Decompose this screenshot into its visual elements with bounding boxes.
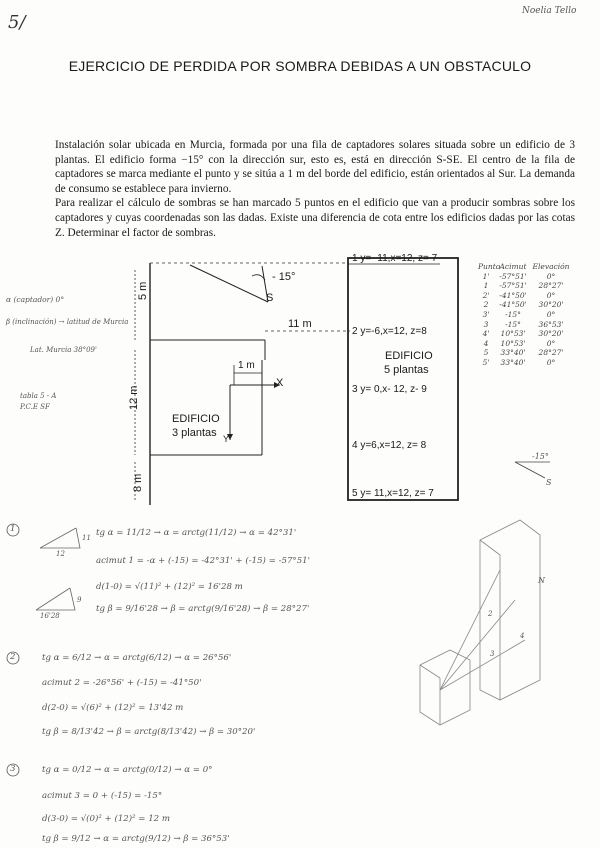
dim-11m-label: 11 m	[288, 318, 312, 330]
table-cell: -57°51'	[499, 271, 527, 281]
table-cell: 2'	[482, 290, 490, 300]
header-elevation: Elevación	[532, 262, 570, 271]
margin-note-inclination: β (inclinación) → latitud de Murcia	[6, 318, 129, 326]
sketch-label-4: 4	[520, 632, 525, 640]
table-cell: 10°53'	[500, 338, 526, 348]
header-point: Punto	[478, 262, 501, 271]
table-header	[478, 262, 570, 272]
table-row	[478, 339, 570, 349]
table-row	[478, 329, 570, 339]
author-signature: Noelia Tello	[522, 6, 577, 16]
table-cell: 1	[483, 281, 489, 291]
table-cell: 0°	[546, 357, 556, 367]
big-building-name: EDIFICIO	[385, 350, 433, 362]
table-row	[478, 272, 570, 282]
fig2-label-c: 16'28	[40, 612, 60, 620]
table-cell: 0°	[546, 338, 556, 348]
table-cell: -41°50'	[499, 290, 527, 300]
margin-note-pce: P.C.E SF	[20, 403, 50, 411]
problem-paragraph-1: Instalación solar ubicada en Murcia, formada por una fila de captadores solares situada sobre un edificio de 3 plantas. El edificio forma −15° con la dirección sur, esto es, está en dirección S-SE. El centro de la fila de captadores se marca mediante el punto y se sitúa a 1 m del borde del edificio, están orientados al Sur. La demanda de consumo se establece para invierno.	[55, 139, 575, 195]
sketch-label-n: N	[538, 576, 545, 585]
small-building-name: EDIFICIO	[172, 413, 220, 425]
calc-p3-line3: d(3-0) = √(0)² + (12)² = 12 m	[42, 814, 171, 824]
table-cell: 10°53'	[500, 329, 526, 339]
dim-8m-label: 8 m	[132, 473, 144, 492]
axis-y-label: Y	[223, 434, 230, 444]
calc-p2-line1: tg α = 6/12 → α = arctg(6/12) → α = 26°56'	[42, 653, 232, 663]
table-cell: 3'	[482, 309, 490, 319]
small-south-label: S	[546, 478, 552, 487]
dim-1m-label: 1 m	[238, 360, 255, 371]
table-cell: 33°40'	[500, 348, 526, 358]
shadow-point-3: 3 y= 0,x- 12, z- 9	[352, 384, 427, 395]
table-cell: 30°20'	[538, 300, 564, 310]
table-cell: 0°	[546, 309, 556, 319]
calc-p1-line2: acimut 1 = -α + (-15) = -42°31' + (-15) = -57°51'	[96, 556, 311, 566]
table-row	[478, 310, 570, 320]
table-cell: 2	[483, 300, 489, 310]
results-table	[478, 262, 570, 368]
table-cell: 28°27'	[538, 348, 564, 358]
calc-p3-line2: acimut 3 = 0 + (-15) = -15°	[42, 791, 163, 801]
table-cell: 0°	[546, 290, 556, 300]
table-cell: 5	[483, 348, 489, 358]
calc-p2-line3: d(2-0) = √(6)² + (12)² = 13'42 m	[42, 703, 184, 713]
header-azimuth: Acimut	[499, 262, 527, 271]
table-cell: 4	[483, 338, 489, 348]
margin-note-table: tabla 5 - A	[20, 392, 57, 400]
page-number-mark: 5/	[8, 12, 26, 33]
problem-paragraph-2: Para realizar el cálculo de sombras se han marcado 5 puntos en el edificio que van a producir sombras sobre los captadores y cuyas coordenadas son las dadas. Existe una diferencia de cota entre los edificios dadas por las cotas Z. Determinar el factor de sombras.	[55, 197, 575, 239]
calc-p3-line1: tg α = 0/12 → α = arctg(0/12) → α = 0°	[42, 765, 213, 775]
table-cell: 36°53'	[538, 319, 564, 329]
table-cell: 28°27'	[538, 281, 564, 291]
table-cell: 4'	[482, 329, 490, 339]
table-cell: -15°	[505, 319, 521, 329]
axis-x-label: X	[276, 377, 284, 389]
table-cell: -57°51'	[499, 281, 527, 291]
margin-note-latitude: Lat. Murcia 38°09'	[30, 346, 97, 354]
angle-label: - 15°	[272, 271, 296, 283]
calc-p1-line1: tg α = 11/12 → α = arctg(11/12) → α = 42°31'	[96, 528, 297, 538]
sketch-label-2: 2	[488, 610, 493, 618]
table-cell: 3	[483, 319, 489, 329]
exercise-title: EJERCICIO DE PERDIDA POR SOMBRA DEBIDAS A UN OBSTACULO	[68, 58, 532, 74]
shadow-point-4: 4 y=6,x=12, z= 8	[352, 440, 427, 451]
table-row	[478, 320, 570, 330]
fig1-label-a: 12	[56, 550, 65, 558]
table-cell: -15°	[505, 309, 521, 319]
table-cell: 0°	[546, 271, 556, 281]
table-cell: 30°20'	[538, 329, 564, 339]
sketch-label-3: 3	[490, 650, 495, 658]
shadow-point-5: 5 y= 11,x=12, z= 7	[352, 488, 434, 499]
table-row	[478, 348, 570, 358]
shadow-point-2: 2 y=-6,x=12, z=8	[352, 326, 427, 337]
dim-5m-label: 5 m	[137, 281, 149, 300]
table-cell: 33°40'	[500, 357, 526, 367]
fig2-label-d: 9	[77, 596, 82, 604]
small-building-floors: 3 plantas	[172, 427, 217, 439]
calc-p1-line4: tg β = 9/16'28 → β = arctg(9/16'28) → β = 28°27'	[96, 604, 310, 614]
dim-12m-label: 12 m	[128, 385, 140, 410]
calc-p3-line4: tg β = 9/12 → α = arctg(9/12) → β = 36°53'	[42, 834, 230, 844]
table-row	[478, 291, 570, 301]
table-row	[478, 300, 570, 310]
calc-p2-line4: tg β = 8/13'42 → β = arctg(8/13'42) → β = 30°20'	[42, 727, 256, 737]
table-row	[478, 358, 570, 368]
big-building-floors: 5 plantas	[384, 364, 429, 376]
table-row	[478, 281, 570, 291]
shadow-point-1: 1 y=- 11,x=12, z= 7	[352, 253, 438, 264]
circled-number-3: 3	[10, 764, 16, 774]
circled-number-2: 2	[10, 652, 16, 662]
small-angle-label: -15°	[532, 452, 549, 461]
calc-p2-line2: acimut 2 = -26°56' + (-15) = -41°50'	[42, 678, 202, 688]
circled-number-1: 1	[10, 524, 16, 534]
calc-p1-line3: d(1-0) = √(11)² + (12)² = 16'28 m	[96, 582, 243, 592]
table-cell: 1'	[482, 271, 490, 281]
south-label: S	[266, 292, 274, 304]
table-cell: 5'	[482, 357, 490, 367]
fig1-label-b: 11	[82, 534, 91, 542]
table-cell: -41°50'	[499, 300, 527, 310]
margin-note-azimuth: α (captador) 0°	[6, 295, 65, 304]
